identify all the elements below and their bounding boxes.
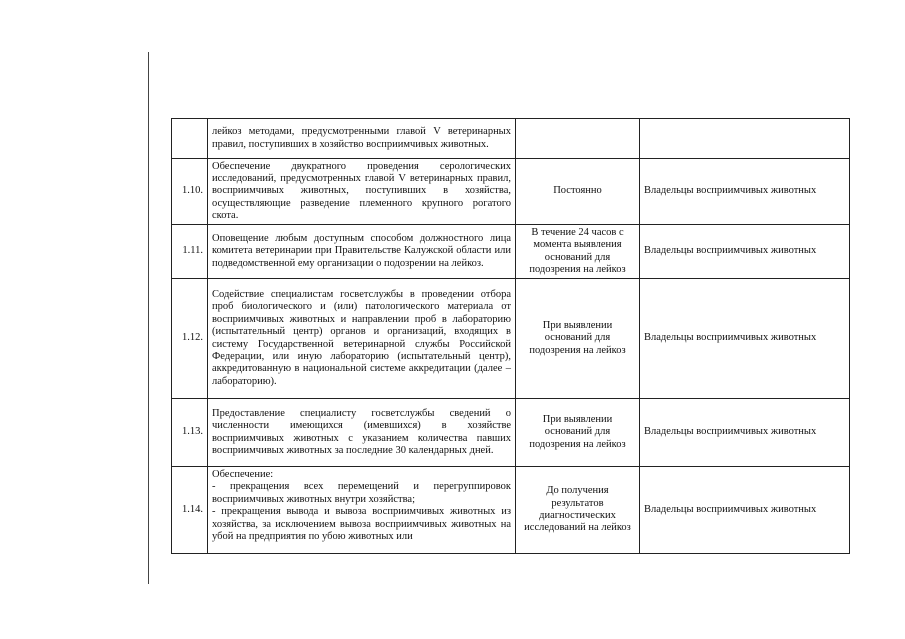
row-number: 1.14. <box>172 467 208 554</box>
term-cell: Постоянно <box>516 159 640 225</box>
row-number: 1.11. <box>172 225 208 279</box>
term-cell: При выявлении оснований для подозрения на лейкоз <box>516 399 640 467</box>
page-margin-line <box>148 52 149 584</box>
term-cell: В течение 24 часов с момента выявления оснований для подозрения на лейкоз <box>516 225 640 279</box>
responsible-cell: Владельцы восприимчивых животных <box>640 225 850 279</box>
row-number: 1.12. <box>172 279 208 399</box>
term-cell <box>516 119 640 159</box>
table-row <box>172 467 850 554</box>
measure-text-line: Обеспечение: <box>212 469 274 480</box>
table-row <box>172 119 850 159</box>
measure-text: Содействие специалистам госветслужбы в проведении отбора проб биологического и (или) патологического материала от восприимчивых животных и направлении проб в лабораторию (испытательный центр) органов и организаций, входящих в систему Государственной ветеринарной службы Российской Федерации, или иную лабораторию (испытательный центр), аккредитованную в национальной системе аккредитации (далее – лабораторию). <box>208 279 516 399</box>
term-cell: При выявлении оснований для подозрения на лейкоз <box>516 279 640 399</box>
responsible-cell: Владельцы восприимчивых животных <box>640 399 850 467</box>
table-row <box>172 399 850 467</box>
row-number <box>172 119 208 159</box>
measures-table <box>171 118 850 554</box>
measure-text: Предоставление специалисту госветслужбы сведений о численности имеющихся (имевшихся) в хозяйстве восприимчивых животных с указанием количества павших восприимчивых животных за последние 30 календарных дней. <box>208 399 516 467</box>
table-row <box>172 225 850 279</box>
measure-text: Обеспечение двукратного проведения серологических исследований, предусмотренных главой V ветеринарных правил, восприимчивых животных, поступивших в хозяйства, осуществляющие разведение племенного крупного рогатого скота. <box>208 159 516 225</box>
responsible-cell: Владельцы восприимчивых животных <box>640 159 850 225</box>
measure-text-line: - прекращения всех перемещений и перегруппировок восприимчивых животных внутри хозяйства; <box>212 481 511 505</box>
measure-text <box>208 467 516 554</box>
row-number: 1.10. <box>172 159 208 225</box>
responsible-cell: Владельцы восприимчивых животных <box>640 279 850 399</box>
table-row <box>172 159 850 225</box>
measure-text: Оповещение любым доступным способом должностного лица комитета ветеринарии при Правительстве Калужской области или подведомственной ему организации о подозрении на лейкоз. <box>208 225 516 279</box>
measure-text: лейкоз методами, предусмотренными главой V ветеринарных правил, поступивших в хозяйство восприимчивых животных. <box>208 119 516 159</box>
table-row <box>172 279 850 399</box>
responsible-cell: Владельцы восприимчивых животных <box>640 467 850 554</box>
row-number: 1.13. <box>172 399 208 467</box>
measure-text-line: - прекращения вывода и вывоза восприимчивых животных из хозяйства, за исключением вывоза восприимчивых животных на убой на предприятия по убою животных или <box>212 506 511 542</box>
term-cell: До получения результатов диагностических исследований на лейкоз <box>516 467 640 554</box>
responsible-cell <box>640 119 850 159</box>
